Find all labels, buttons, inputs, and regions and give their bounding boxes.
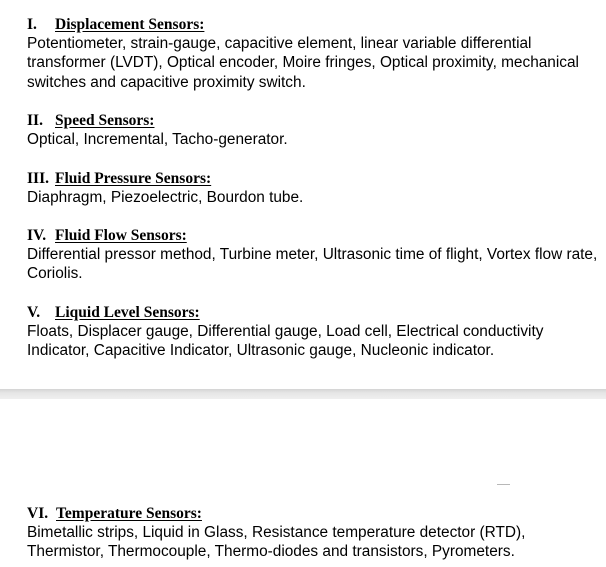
section-numeral: VI. [27, 505, 49, 522]
section-body: Differential pressor method, Turbine meter, Ultrasonic time of flight, Vortex flow rate, Coriolis. [27, 246, 598, 283]
section-numeral: IV. [27, 227, 47, 244]
section-heading [27, 15, 602, 34]
scan-artifact [497, 484, 510, 485]
section-heading [27, 504, 602, 523]
section-title: Liquid Level Sensors: [55, 304, 200, 321]
section-liquid-level-sensors [27, 303, 602, 361]
section-fluid-flow-sensors [27, 226, 602, 284]
section-heading [27, 111, 602, 130]
section-body: Diaphragm, Piezoelectric, Bourdon tube. [27, 189, 304, 206]
section-temperature-sensors [27, 504, 602, 562]
section-heading [27, 303, 602, 322]
section-numeral: III. [27, 170, 49, 187]
section-body: Floats, Displacer gauge, Differential gauge, Load cell, Electrical conductivity Indicator, Capacitive Indicator, Ultrasonic gauge, Nucleonic indicator. [27, 323, 544, 360]
section-heading [27, 226, 602, 245]
section-fluid-pressure-sensors [27, 169, 602, 207]
section-title: Fluid Pressure Sensors: [55, 170, 212, 187]
section-title: Temperature Sensors: [56, 505, 202, 522]
section-body: Potentiometer, strain-gauge, capacitive element, linear variable differential transformer (LVDT), Optical encoder, Moire fringes, Optical proximity, mechanical switches and capacitive proximity switch. [27, 35, 579, 91]
section-heading [27, 169, 602, 188]
section-title: Speed Sensors: [55, 112, 155, 129]
section-displacement-sensors [27, 15, 602, 92]
section-body: Bimetallic strips, Liquid in Glass, Resistance temperature detector (RTD), Thermistor, Thermocouple, Thermo-diodes and transistors, Pyrometers. [27, 524, 526, 561]
section-title: Displacement Sensors: [55, 16, 205, 33]
section-speed-sensors [27, 111, 602, 149]
section-body: Optical, Incremental, Tacho-generator. [27, 131, 288, 148]
section-numeral: I. [27, 16, 37, 33]
section-numeral: II. [27, 112, 43, 129]
page-break [0, 389, 606, 399]
section-title: Fluid Flow Sensors: [55, 227, 187, 244]
section-numeral: V. [27, 304, 41, 321]
